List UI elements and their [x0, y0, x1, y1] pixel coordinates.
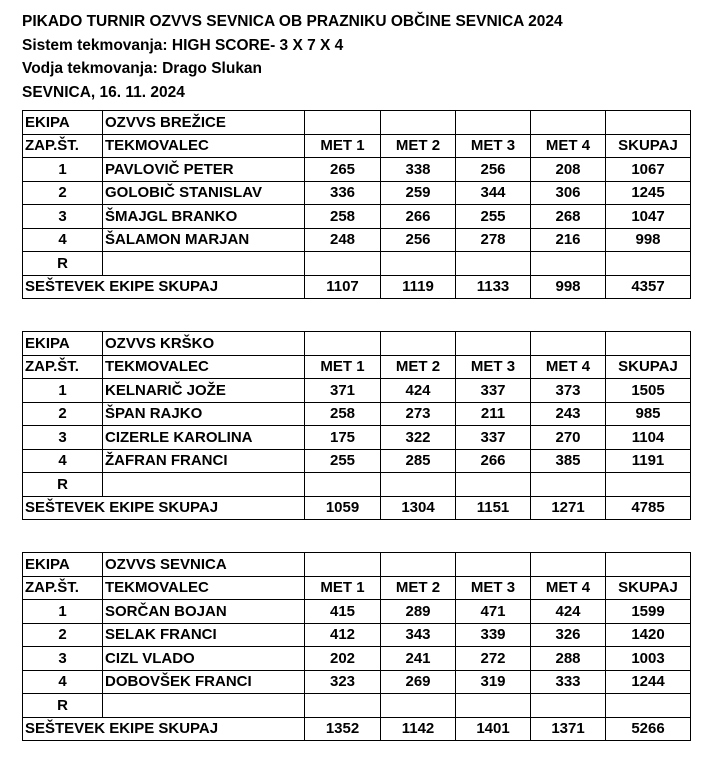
player-score-m3: 266 — [456, 449, 531, 473]
empty-cell — [456, 694, 531, 718]
team-sum-row — [23, 717, 691, 741]
player-score-total: 1104 — [606, 426, 691, 450]
empty-cell — [456, 553, 531, 577]
team-sum-m3: 1151 — [456, 496, 531, 520]
column-header-row — [23, 134, 691, 158]
col-header-zap: ZAP.ŠT. — [23, 355, 103, 379]
player-score-m3: 256 — [456, 158, 531, 182]
player-score-total: 1420 — [606, 623, 691, 647]
team-name-row — [23, 332, 691, 356]
col-header-zap: ZAP.ŠT. — [23, 576, 103, 600]
player-name: ŽAFRAN FRANCI — [103, 449, 305, 473]
empty-cell — [531, 252, 606, 276]
player-score-m2: 322 — [381, 426, 456, 450]
player-name: ŠMAJGL BRANKO — [103, 205, 305, 229]
player-score-total: 1067 — [606, 158, 691, 182]
team-sum-m1: 1107 — [305, 275, 381, 299]
player-row — [23, 158, 691, 182]
player-score-m4: 270 — [531, 426, 606, 450]
player-score-m2: 241 — [381, 647, 456, 671]
team-sum-total: 4357 — [606, 275, 691, 299]
player-row — [23, 600, 691, 624]
col-header-met3: MET 3 — [456, 134, 531, 158]
col-header-player: TEKMOVALEC — [103, 134, 305, 158]
player-score-m3: 471 — [456, 600, 531, 624]
player-score-total: 1505 — [606, 379, 691, 403]
player-score-total: 998 — [606, 228, 691, 252]
player-score-m1: 323 — [305, 670, 381, 694]
empty-cell — [381, 694, 456, 718]
empty-cell — [103, 694, 305, 718]
player-score-m2: 256 — [381, 228, 456, 252]
empty-cell — [531, 553, 606, 577]
player-score-m1: 258 — [305, 402, 381, 426]
player-score-m2: 289 — [381, 600, 456, 624]
reserve-label: R — [23, 473, 103, 497]
player-score-m4: 268 — [531, 205, 606, 229]
player-score-m4: 208 — [531, 158, 606, 182]
empty-cell — [606, 332, 691, 356]
empty-cell — [305, 553, 381, 577]
team-sum-m4: 1271 — [531, 496, 606, 520]
player-row — [23, 449, 691, 473]
player-score-m1: 336 — [305, 181, 381, 205]
team-sum-label: SEŠTEVEK EKIPE SKUPAJ — [23, 496, 305, 520]
player-score-m3: 339 — [456, 623, 531, 647]
empty-cell — [456, 252, 531, 276]
player-number: 1 — [23, 600, 103, 624]
player-score-m4: 216 — [531, 228, 606, 252]
empty-cell — [381, 332, 456, 356]
player-score-total: 985 — [606, 402, 691, 426]
player-score-m3: 255 — [456, 205, 531, 229]
player-number: 2 — [23, 181, 103, 205]
empty-cell — [531, 332, 606, 356]
player-name: DOBOVŠEK FRANCI — [103, 670, 305, 694]
col-header-met4: MET 4 — [531, 134, 606, 158]
team-sum-m3: 1401 — [456, 717, 531, 741]
empty-cell — [305, 252, 381, 276]
player-score-m4: 243 — [531, 402, 606, 426]
empty-cell — [305, 111, 381, 135]
empty-cell — [305, 473, 381, 497]
player-score-m4: 288 — [531, 647, 606, 671]
empty-cell — [531, 694, 606, 718]
team-name-row — [23, 553, 691, 577]
player-score-m3: 337 — [456, 426, 531, 450]
empty-cell — [456, 111, 531, 135]
empty-cell — [381, 111, 456, 135]
empty-cell — [606, 111, 691, 135]
player-score-m3: 337 — [456, 379, 531, 403]
team-table — [22, 331, 691, 520]
competition-system: Sistem tekmovanja: HIGH SCORE- 3 X 7 X 4 — [22, 36, 344, 54]
empty-cell — [381, 553, 456, 577]
col-header-met2: MET 2 — [381, 134, 456, 158]
col-header-met2: MET 2 — [381, 576, 456, 600]
player-row — [23, 647, 691, 671]
document-header — [22, 10, 563, 104]
player-score-m1: 412 — [305, 623, 381, 647]
player-row — [23, 228, 691, 252]
player-name: KELNARIČ JOŽE — [103, 379, 305, 403]
player-score-total: 1191 — [606, 449, 691, 473]
player-name: SORČAN BOJAN — [103, 600, 305, 624]
player-number: 3 — [23, 426, 103, 450]
empty-cell — [531, 473, 606, 497]
team-sum-label: SEŠTEVEK EKIPE SKUPAJ — [23, 275, 305, 299]
player-score-m3: 272 — [456, 647, 531, 671]
ekipa-label: EKIPA — [23, 332, 103, 356]
player-number: 1 — [23, 158, 103, 182]
player-score-m3: 344 — [456, 181, 531, 205]
team-sum-m2: 1119 — [381, 275, 456, 299]
col-header-total: SKUPAJ — [606, 134, 691, 158]
team-table — [22, 552, 691, 741]
ekipa-label: EKIPA — [23, 111, 103, 135]
player-score-m4: 326 — [531, 623, 606, 647]
team-sum-total: 4785 — [606, 496, 691, 520]
player-score-m4: 424 — [531, 600, 606, 624]
empty-cell — [606, 252, 691, 276]
empty-cell — [606, 694, 691, 718]
empty-cell — [606, 473, 691, 497]
reserve-label: R — [23, 694, 103, 718]
empty-cell — [606, 553, 691, 577]
team-sum-m1: 1059 — [305, 496, 381, 520]
player-score-m3: 211 — [456, 402, 531, 426]
team-sum-m2: 1304 — [381, 496, 456, 520]
reserve-label: R — [23, 252, 103, 276]
player-number: 2 — [23, 623, 103, 647]
player-score-total: 1599 — [606, 600, 691, 624]
player-name: ŠPAN RAJKO — [103, 402, 305, 426]
empty-cell — [305, 332, 381, 356]
col-header-met4: MET 4 — [531, 355, 606, 379]
col-header-zap: ZAP.ŠT. — [23, 134, 103, 158]
player-row — [23, 379, 691, 403]
player-score-total: 1245 — [606, 181, 691, 205]
player-number: 3 — [23, 205, 103, 229]
player-score-m2: 269 — [381, 670, 456, 694]
player-score-m2: 259 — [381, 181, 456, 205]
player-score-total: 1003 — [606, 647, 691, 671]
player-number: 1 — [23, 379, 103, 403]
document-title: PIKADO TURNIR OZVVS SEVNICA OB PRAZNIKU OBČINE SEVNICA 2024 — [22, 13, 563, 30]
player-name: SELAK FRANCI — [103, 623, 305, 647]
reserve-row — [23, 473, 691, 497]
team-sum-m4: 1371 — [531, 717, 606, 741]
player-score-m2: 273 — [381, 402, 456, 426]
player-score-m1: 265 — [305, 158, 381, 182]
player-row — [23, 670, 691, 694]
player-name: ŠALAMON MARJAN — [103, 228, 305, 252]
col-header-met2: MET 2 — [381, 355, 456, 379]
team-name: OZVVS SEVNICA — [103, 553, 305, 577]
player-score-m3: 278 — [456, 228, 531, 252]
empty-cell — [103, 252, 305, 276]
team-sum-total: 5266 — [606, 717, 691, 741]
player-score-m3: 319 — [456, 670, 531, 694]
player-row — [23, 181, 691, 205]
player-score-m4: 306 — [531, 181, 606, 205]
team-name: OZVVS BREŽICE — [103, 111, 305, 135]
team-sum-row — [23, 275, 691, 299]
team-sum-m3: 1133 — [456, 275, 531, 299]
player-score-m1: 415 — [305, 600, 381, 624]
player-number: 4 — [23, 228, 103, 252]
player-score-m1: 258 — [305, 205, 381, 229]
player-score-m2: 424 — [381, 379, 456, 403]
player-name: PAVLOVIČ PETER — [103, 158, 305, 182]
player-score-total: 1244 — [606, 670, 691, 694]
team-name: OZVVS KRŠKO — [103, 332, 305, 356]
col-header-player: TEKMOVALEC — [103, 576, 305, 600]
player-score-m1: 371 — [305, 379, 381, 403]
player-score-m2: 266 — [381, 205, 456, 229]
team-name-row — [23, 111, 691, 135]
player-score-m4: 333 — [531, 670, 606, 694]
col-header-met3: MET 3 — [456, 355, 531, 379]
player-name: CIZL VLADO — [103, 647, 305, 671]
player-name: CIZERLE KAROLINA — [103, 426, 305, 450]
player-row — [23, 205, 691, 229]
team-sum-m2: 1142 — [381, 717, 456, 741]
player-score-m1: 202 — [305, 647, 381, 671]
column-header-row — [23, 355, 691, 379]
player-name: GOLOBIČ STANISLAV — [103, 181, 305, 205]
player-number: 3 — [23, 647, 103, 671]
column-header-row — [23, 576, 691, 600]
empty-cell — [456, 332, 531, 356]
player-score-m4: 373 — [531, 379, 606, 403]
col-header-player: TEKMOVALEC — [103, 355, 305, 379]
empty-cell — [381, 473, 456, 497]
col-header-met4: MET 4 — [531, 576, 606, 600]
col-header-total: SKUPAJ — [606, 576, 691, 600]
place-date: SEVNICA, 16. 11. 2024 — [22, 83, 185, 101]
ekipa-label: EKIPA — [23, 553, 103, 577]
team-sum-row — [23, 496, 691, 520]
player-number: 4 — [23, 670, 103, 694]
col-header-met1: MET 1 — [305, 134, 381, 158]
player-score-m4: 385 — [531, 449, 606, 473]
player-score-total: 1047 — [606, 205, 691, 229]
empty-cell — [103, 473, 305, 497]
player-score-m1: 175 — [305, 426, 381, 450]
empty-cell — [305, 694, 381, 718]
reserve-row — [23, 252, 691, 276]
team-sum-m4: 998 — [531, 275, 606, 299]
empty-cell — [531, 111, 606, 135]
player-score-m1: 255 — [305, 449, 381, 473]
player-score-m2: 343 — [381, 623, 456, 647]
player-number: 2 — [23, 402, 103, 426]
col-header-met1: MET 1 — [305, 355, 381, 379]
player-row — [23, 402, 691, 426]
col-header-total: SKUPAJ — [606, 355, 691, 379]
team-table — [22, 110, 691, 299]
reserve-row — [23, 694, 691, 718]
player-number: 4 — [23, 449, 103, 473]
team-sum-m1: 1352 — [305, 717, 381, 741]
empty-cell — [456, 473, 531, 497]
col-header-met1: MET 1 — [305, 576, 381, 600]
player-score-m2: 285 — [381, 449, 456, 473]
player-row — [23, 426, 691, 450]
col-header-met3: MET 3 — [456, 576, 531, 600]
player-score-m1: 248 — [305, 228, 381, 252]
player-score-m2: 338 — [381, 158, 456, 182]
team-sum-label: SEŠTEVEK EKIPE SKUPAJ — [23, 717, 305, 741]
competition-leader: Vodja tekmovanja: Drago Slukan — [22, 60, 263, 77]
player-row — [23, 623, 691, 647]
empty-cell — [381, 252, 456, 276]
